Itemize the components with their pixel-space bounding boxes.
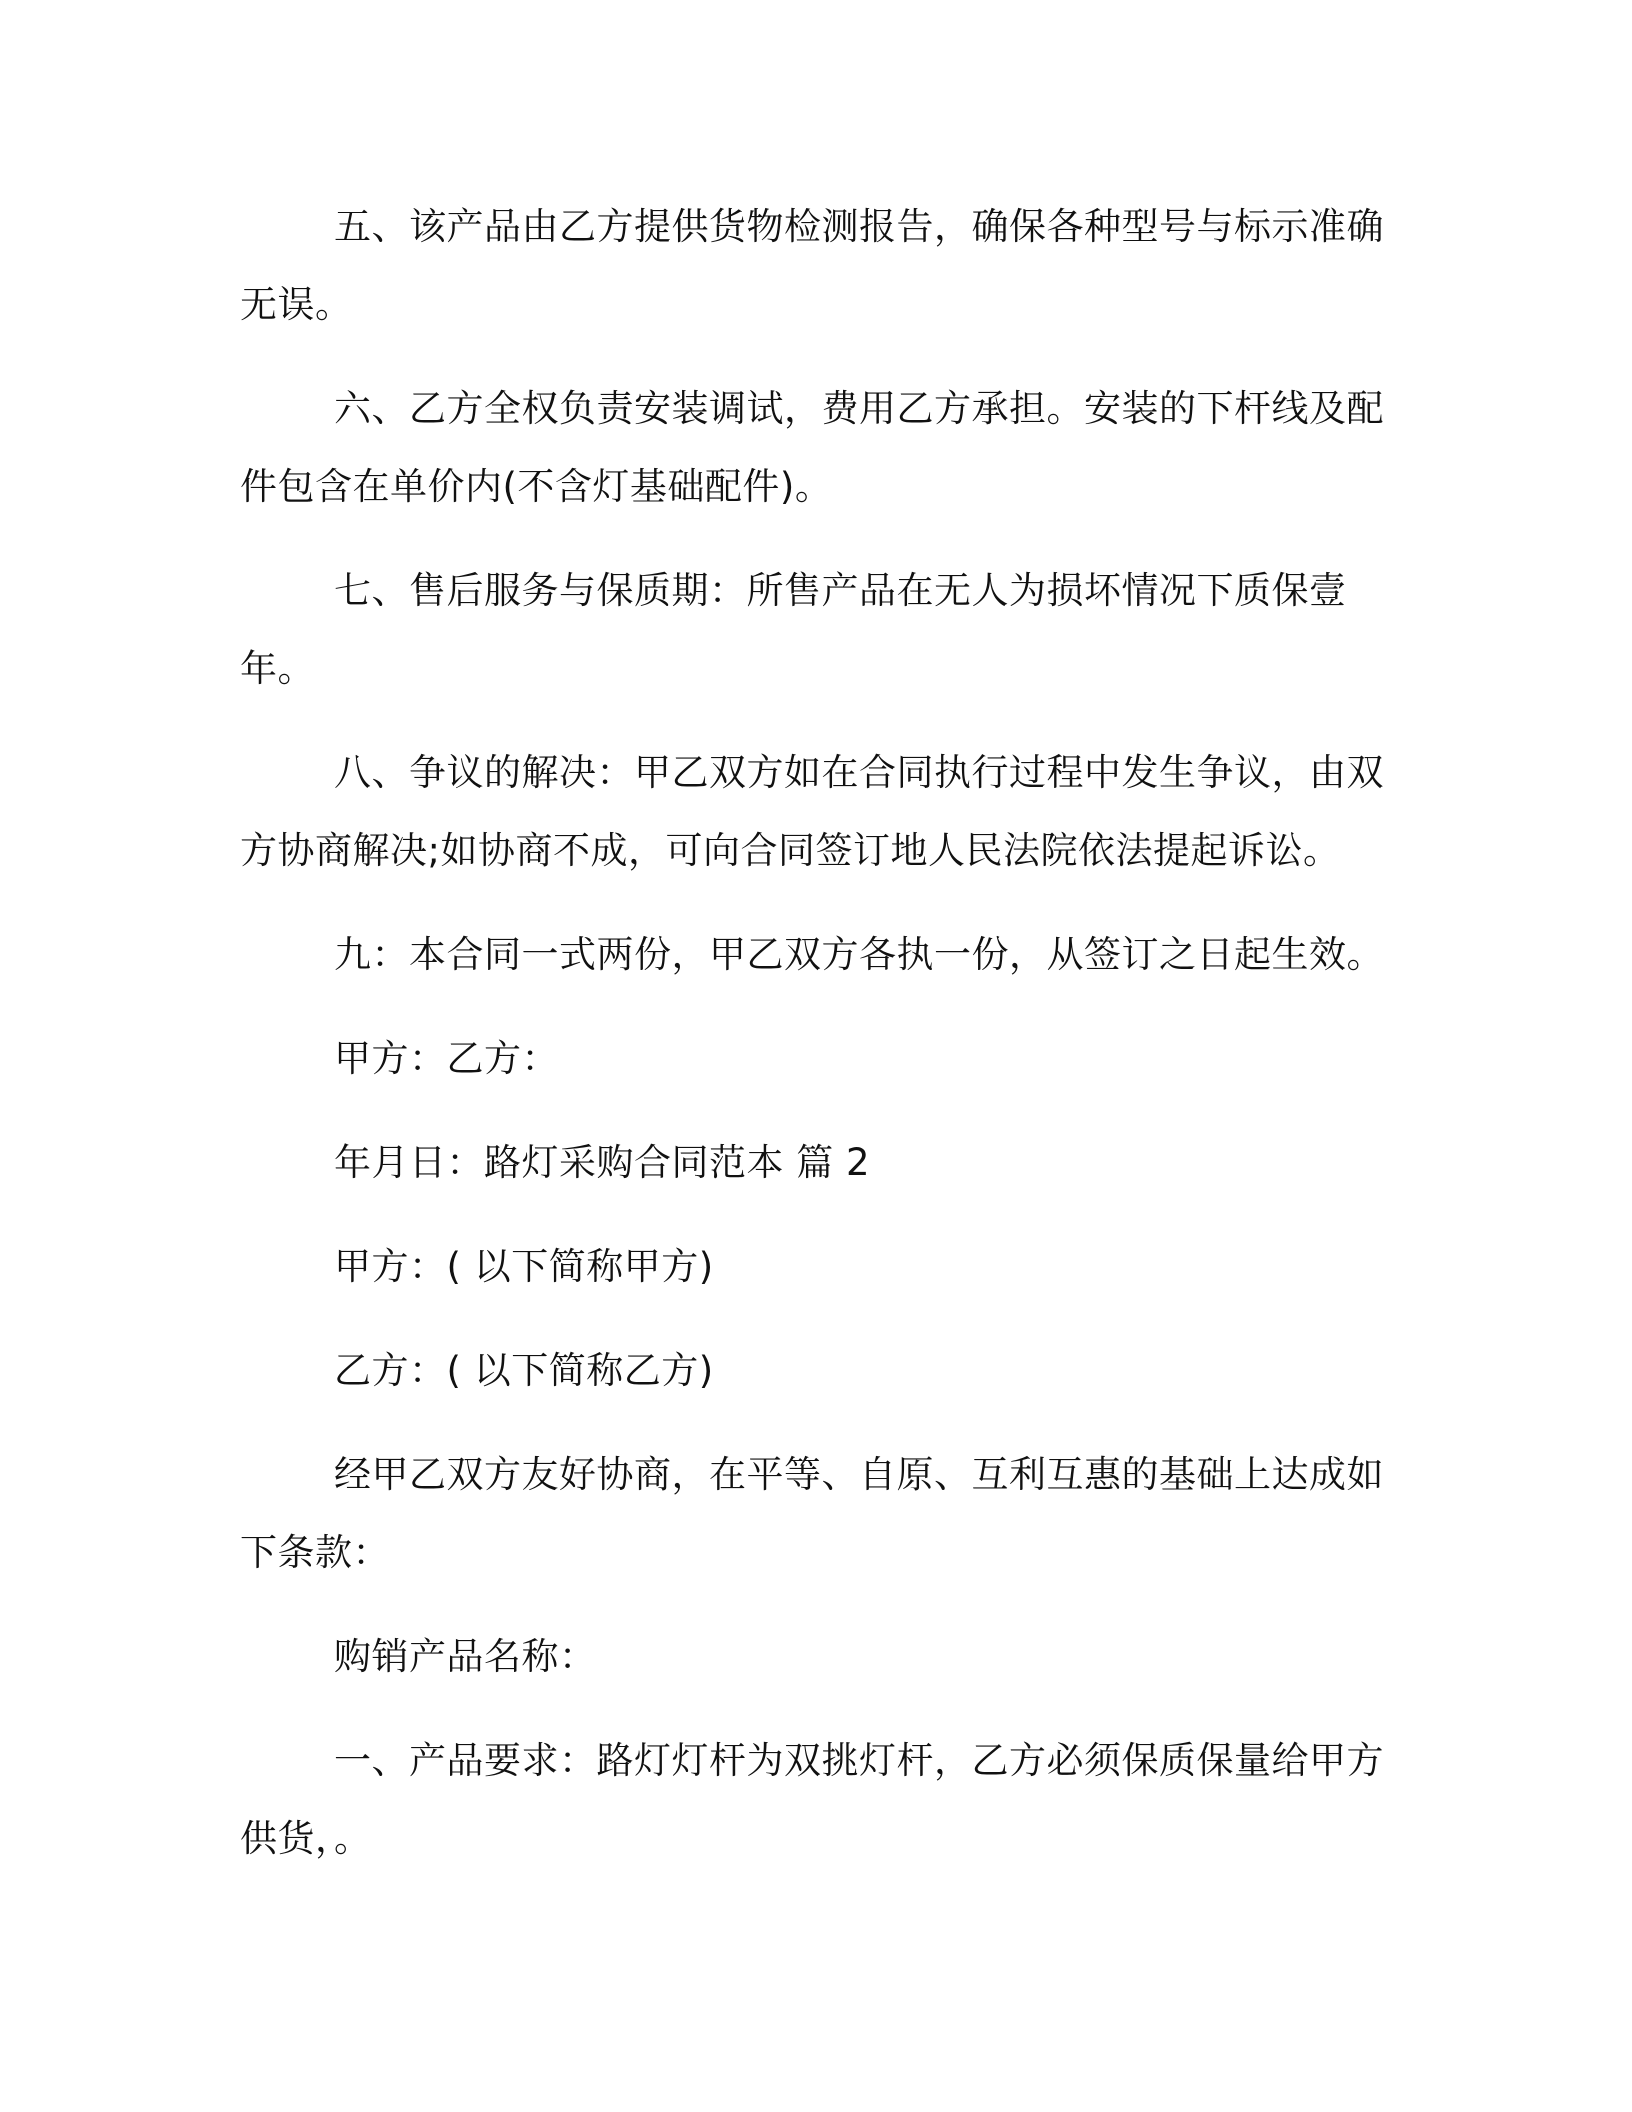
agreement-intro: 经甲乙双方友好协商，在平等、自原、互利互惠的基础上达成如下条款： xyxy=(240,1453,1384,1574)
date-and-next-title: 年月日：路灯采购合同范本 篇 2 xyxy=(334,1141,871,1184)
paragraph-clause-9: 九：本合同一式两份，甲乙双方各执一份，从签订之日起生效。 xyxy=(334,933,1384,976)
paragraph-clause-7: 七、售后服务与保质期：所售产品在无人为损坏情况下质保壹年。 xyxy=(240,569,1347,690)
paragraph-clause-6: 六、乙方全权负责安装调试，费用乙方承担。安装的下杆线及配件包含在单价内(不含灯基础配件)。 xyxy=(240,387,1384,508)
signature-parties: 甲方：乙方： xyxy=(334,1037,559,1080)
product-name-line: 购销产品名称： xyxy=(334,1635,597,1678)
paragraph-clause-8: 八、争议的解决：甲乙双方如在合同执行过程中发生争议，由双方协商解决;如协商不成，可向合同签订地人民法院依法提起诉讼。 xyxy=(240,751,1384,872)
paragraph-clause-1: 一、产品要求：路灯灯杆为双挑灯杆，乙方必须保质保量给甲方供货，。 xyxy=(240,1739,1384,1860)
party-b-line: 乙方：( 以下简称乙方) xyxy=(334,1349,714,1392)
paragraph-clause-5: 五、该产品由乙方提供货物检测报告，确保各种型号与标示准确无误。 xyxy=(240,205,1384,326)
party-a-line: 甲方：( 以下简称甲方) xyxy=(334,1245,714,1288)
document-body xyxy=(240,188,1400,1904)
